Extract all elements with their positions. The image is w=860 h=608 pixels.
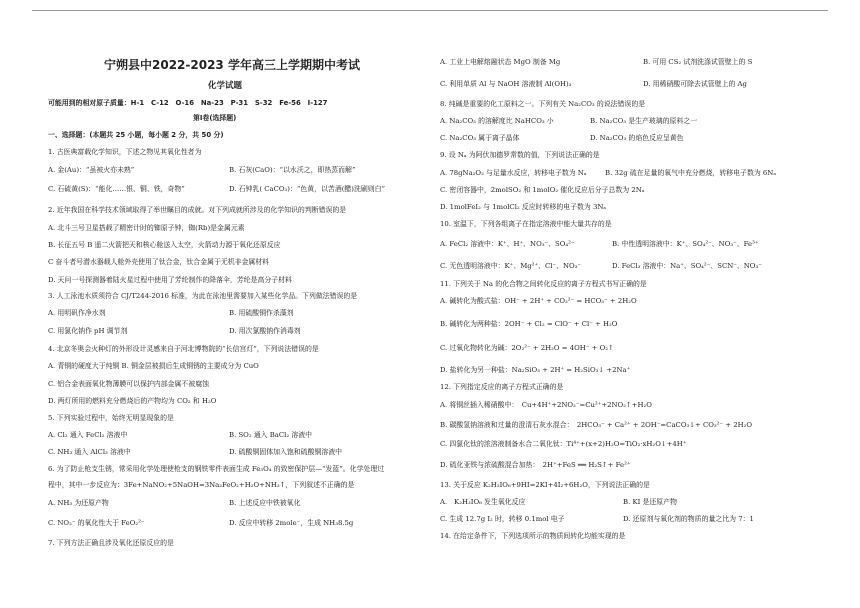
q11-option-b: B. 碱转化为两种盐：2OH⁻ + Cl₂ = ClO⁻ + Cl⁻ + H₂O (440, 320, 618, 328)
q13-option-c: C. 生成 12.7g I₂ 时，转移 0.1mol 电子 (440, 515, 565, 523)
question-14: 14. 在给定条件下，下列选项所示的物质间转化均能实现的是 (440, 532, 626, 540)
atomic-masses: 可能用到的相对原子质量：H-1 C-12 O-16 Na-23 P-31 S-32 Fe-56 I-127 (48, 99, 328, 107)
question-6: 6. 为了防止枪支生锈，常采用化学处理使枪支的钢铁零件表面生成 Fe₃O₄ 的致密保护层—“发蓝”。化学处理过 (48, 465, 385, 473)
q3-option-b: B. 用硫酸铜作杀藻剂 (229, 309, 294, 317)
q12-option-b: B. 碳酸氢钠溶液和过量的澄清石灰水混合： 2HCO₃⁻ + Ca²⁺ + 2OH⁻=CaCO₃↓+ CO₃²⁻ + 2H₂O (440, 421, 753, 429)
q6-option-a: A. NH₃ 为还原产物 (48, 499, 109, 507)
q8-option-a: A. Na₂CO₃ 的溶解度比 NaHCO₃ 小 (440, 117, 554, 125)
exam-title: 宁朔县中2022-2023 学年高三上学期期中考试 (104, 58, 360, 72)
question-10: 10. 室温下，下列各组离子在指定溶液中能大量共存的是 (440, 220, 612, 228)
q7-option-b: B. 可用 CS₂ 试剂洗涤试管壁上的 S (643, 58, 753, 66)
q2-option-c: C 奋斗者号潜水器载人舱外壳使用了钛合金，钛合金属于无机非金属材料 (48, 258, 270, 266)
q9-option-d: D. 1molFeI₂ 与 1molCl₂ 反应时转移的电子数为 3Nₐ (440, 203, 607, 211)
q5-option-d: D. 硫酸铜固体加入饱和硫酸铜溶液中 (229, 448, 343, 456)
q10-option-c: C. 无色透明溶液中：K⁺、Mg²⁺、Cl⁻、NO₃⁻ (440, 262, 582, 270)
q7-option-d: D. 用稀硝酸可除去试管壁上的 Ag (643, 80, 747, 88)
question-7: 7. 下列方法正确且涉及氧化还原反应的是 (48, 539, 174, 547)
q9-option-a: A. 78gNa₂O₂ 与足量水反应，转移电子数为 Nₐ (440, 169, 587, 177)
q2-option-b: B. 长征五号 B 遥二火箭把天和核心舱送入太空，火箭动力源于氧化还原反应 (48, 241, 281, 249)
q2-option-d: D. 天问一号探测器着陆火星过程中使用了芳纶制作的降落伞，芳纶是高分子材料 (48, 276, 292, 284)
q2-option-a: A. 北斗三号卫星搭载了精密计时的铷原子钟，铷(Rb)是金属元素 (48, 224, 245, 232)
q7-option-a: A. 工业上电解熔融状态 MgO 制备 Mg (440, 58, 561, 66)
q3-option-a: A. 用明矾作净水剂 (48, 309, 106, 317)
q1-option-d: D. 石钟乳( CaCO₃)：“色黄，以苦酒(醋)洗刷则白” (229, 185, 386, 193)
q1-option-b: B. 石灰(CaO)：“以水沃之，即热蒸而解” (229, 166, 356, 174)
question-5: 5. 下列实验过程中，始终无明显现象的是 (48, 414, 174, 422)
q1-option-c: C. 石硫黄(S)：“能化……银、铜、铁，奇物” (48, 185, 185, 193)
q6-option-d: D. 反应中转移 2mole⁻，生成 NH₃8.5g (229, 519, 354, 527)
question-1: 1. 古医典富载化学知识，下述之物见其氧化性者为 (48, 148, 202, 156)
q10-option-d: D. FeCl₃ 溶液中：Na⁺、SO₄²⁻、SCN⁻、NO₃⁻ (612, 262, 762, 270)
q10-option-b: B. 中性透明溶液中：K⁺、SO₄²⁻、NO₃⁻、Fe³⁺ (612, 240, 759, 248)
q3-option-c: C. 用氯化钠作 pH 调节剂 (48, 327, 128, 335)
q6-option-b: B. 上述反应中铁被氧化 (229, 499, 301, 507)
question-6-cont: 程中，其中一步反应为：3Fe+NaNO₂+5NaOH=3Na₂FeO₂+H₂O+NH₃↑，下列叙述不正确的是 (48, 481, 355, 489)
question-13: 13. 关于反应 K₂H₃IO₆+9HI=2KI+4I₂+6H₂O，下列说法正确的是 (440, 481, 650, 489)
q3-option-d: D. 用次氯酸钠作消毒剂 (229, 327, 301, 335)
q10-option-a: A. FeCl₂ 溶液中：K⁺、H⁺、NO₃⁻、SO₄²⁻ (440, 240, 575, 248)
q11-option-a: A. 碱转化为酸式盐：OH⁻ + 2H⁺ + CO₃²⁻ = HCO₃⁻ + 2H₂O (440, 297, 637, 305)
q7-option-c: C. 利用单质 Al 与 NaOH 溶液制 Al(OH)₃ (440, 80, 572, 88)
question-2: 2. 近年我国在科学技术领域取得了举世瞩目的成就。对下列成就所涉及的化学知识的判断错误的是 (48, 206, 347, 214)
q5-option-b: B. SO₂ 通入 BaCl₂ 溶液中 (229, 431, 313, 439)
question-11: 11. 下列关于 Na 的化合物之间转化反应的离子方程式书写正确的是 (440, 280, 647, 288)
question-12: 12. 下列指定反应的离子方程式正确的是 (440, 383, 564, 391)
q8-option-d: D. Na₂CO₃ 的焰色反应呈黄色 (590, 134, 684, 142)
q13-option-a: A. K₂H₃IO₆ 发生氧化反应 (440, 498, 526, 506)
q5-option-a: A. Cl₂ 通入 FeCl₂ 溶液中 (48, 431, 128, 439)
q13-option-b: B. KI 是还原产物 (623, 498, 677, 506)
header-rule (32, 10, 828, 11)
volume-heading: 第Ⅰ卷(选择题) (193, 114, 237, 122)
q6-option-c: C. NO₂⁻ 的氧化性大于 FeO₂²⁻ (48, 519, 145, 527)
section-heading: 一、选择题：(本题共 25 小题，每小题 2 分，共 50 分) (48, 131, 224, 139)
exam-subtitle: 化学试题 (208, 81, 243, 91)
q8-option-b: B. Na₂CO₃ 是生产玻璃的原料之一 (590, 117, 698, 125)
q11-option-c: C. 过氧化物转化为碱：2O₂²⁻ + 2H₂O = 4OH⁻ + O₂↑ (440, 344, 614, 352)
question-8: 8. 纯碱是重要的化工原料之一。下列有关 Na₂CO₃ 的说法错误的是 (440, 100, 646, 108)
q4-option-c: C. 铝合金表面氧化物薄膜可以保护内部金属不被腐蚀 (48, 380, 209, 388)
q11-option-d: D. 盐转化为另一种盐：Na₂SiO₃ + 2H⁺ = H₂SiO₃↓ +2Na⁺ (440, 366, 631, 374)
q12-option-c: C. 四氯化钛的浓溶液制备水合二氧化钛：Ti⁴⁺+(x+2)H₂O=TiO₂·xH₂O↓+4H⁺ (440, 440, 687, 448)
q1-option-a: A. 金(Au)：“虽被火亦未熟” (48, 166, 135, 174)
q12-option-d: D. 硫化亚铁与浓硫酸混合加热： 2H⁺+FeS ══ H₂S↑+ Fe²⁺ (440, 461, 631, 469)
q9-option-b: B. 32g 硫在足量的氧气中充分燃烧，转移电子数为 6Nₐ (605, 169, 776, 177)
question-3: 3. 人工泳池水质须符合 CJ/T244-2016 标准，为此在泳池里需要加入某些化学品。下列做法错误的是 (48, 292, 358, 300)
q8-option-c: C. Na₂CO₃ 属于离子晶体 (440, 134, 520, 142)
q9-option-c: C. 密闭容器中，2molSO₂ 和 1molO₂ 催化反应后分子总数为 2Nₐ (440, 186, 645, 194)
q4-option-ab: A. 青铜的硬度大于纯铜 B. 铜金层被损后生成铜锈的主要成分为 CuO (48, 362, 259, 370)
q5-option-c: C. NH₃ 通入 AlCl₃ 溶液中 (48, 448, 131, 456)
question-4: 4. 北京冬奥会火种灯的外形设计灵感来自于河北博物院的“长信宫灯”，下列说法错误的是 (48, 345, 319, 353)
q13-option-d: D. 还原剂与氧化剂的物质的量之比为 7：1 (623, 515, 754, 523)
q12-option-a: A. 将铜丝插入稀硝酸中： Cu+4H⁺+2NO₃⁻=Cu²⁺+2NO₂↑+H₂O (440, 401, 652, 409)
q4-option-d: D. 两灯所用的燃料充分燃烧后的产物均为 CO₂ 和 H₂O (48, 397, 217, 405)
question-9: 9. 设 Nₐ 为阿伏加德罗常数的值，下列说法正确的是 (440, 151, 600, 159)
